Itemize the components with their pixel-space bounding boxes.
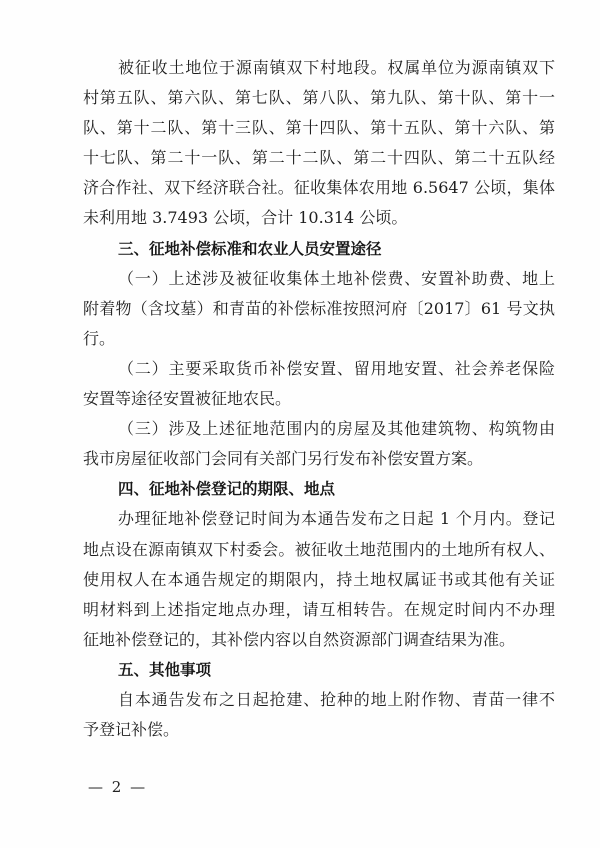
- text-line: 附着物（含坟墓）和青苗的补偿标准按照河府〔2017〕61 号文执: [83, 298, 555, 318]
- text-line: 自本通告发布之日起抢建、抢种的地上附作物、青苗一律不: [118, 689, 555, 709]
- text-line: 队、第十二队、第十三队、第十四队、第十五队、第十六队、第: [83, 118, 555, 138]
- list-item: [83, 414, 555, 474]
- section-4: [83, 474, 555, 655]
- section-heading: 五、其他事项: [118, 660, 212, 679]
- text-line: 行。: [83, 328, 116, 348]
- list-item: [83, 264, 555, 354]
- intro-paragraph: [83, 53, 555, 234]
- section-5: [83, 655, 555, 745]
- page-number: — 2 —: [88, 778, 148, 796]
- section-heading: 四、征地补偿登记的期限、地点: [118, 480, 336, 499]
- text-line: （二）主要采取货币补偿安置、留用地安置、社会养老保险: [118, 358, 555, 378]
- text-line: 被征收土地位于源南镇双下村地段。权属单位为源南镇双下: [118, 58, 555, 77]
- text-line: 征地补偿登记的，其补偿内容以自然资源部门调查结果为准。: [83, 629, 516, 649]
- text-line: 使用权人在本通告规定的期限内，持土地权属证书或其他有关证: [83, 569, 555, 589]
- text-line: （三）涉及上述征地范围内的房屋及其他建筑物、构筑物由: [118, 419, 555, 439]
- text-line: （一）上述涉及被征收集体土地补偿费、安置补助费、地上: [118, 268, 555, 288]
- section-3: [83, 234, 555, 475]
- document-body: [83, 53, 555, 745]
- text-line: 明材料到上述指定地点办理，请互相转告。在规定时间内不办理: [83, 599, 555, 619]
- text-line: 地点设在源南镇双下村委会。被征收土地范围内的土地所有权人、: [83, 539, 555, 559]
- text-line: 十七队、第二十一队、第二十二队、第二十四队、第二十五队经: [83, 148, 555, 168]
- text-line: 我市房屋征收部门会同有关部门另行发布补偿安置方案。: [83, 449, 484, 469]
- text-line: 予登记补偿。: [83, 720, 180, 740]
- text-line: 村第五队、第六队、第七队、第八队、第九队、第十队、第十一: [83, 88, 555, 108]
- text-line: 办理征地补偿登记时间为本通告发布之日起 1 个月内。登记: [118, 509, 555, 529]
- text-line: 安置等途径安置被征地农民。: [83, 389, 292, 409]
- text-line: 济合作社、双下经济联合社。征收集体农用地 6.5647 公顷，集体: [83, 178, 555, 198]
- section-heading: 三、征地补偿标准和农业人员安置途径: [118, 239, 382, 258]
- text-line: 未利用地 3.7493 公顷，合计 10.314 公顷。: [83, 208, 408, 228]
- list-item: [83, 354, 555, 414]
